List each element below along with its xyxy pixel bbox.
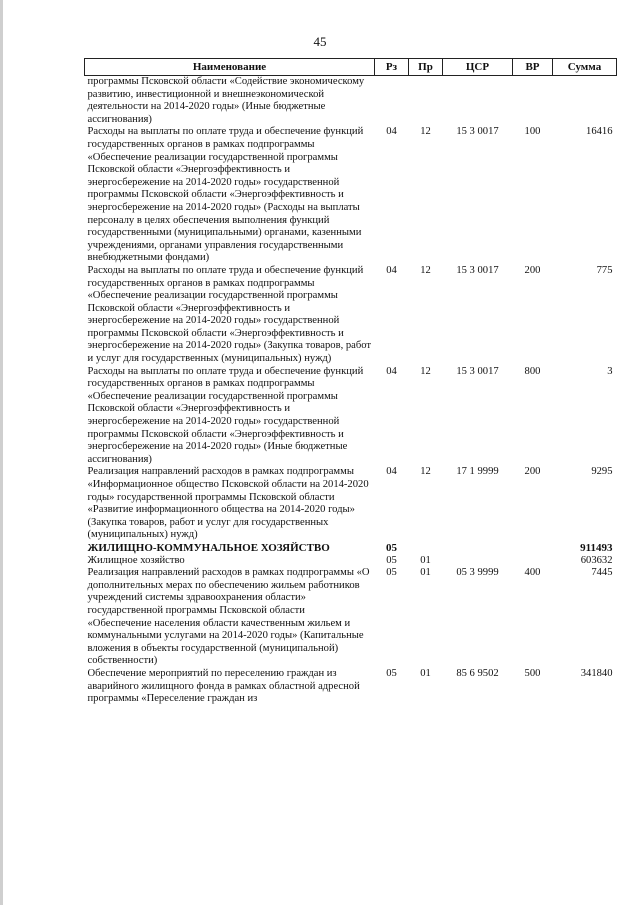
cell-rz: 05 <box>386 541 397 554</box>
cell-pr: 12 <box>420 264 431 276</box>
cell-pr: 12 <box>420 126 431 138</box>
header-sum: Сумма <box>553 59 617 76</box>
cell-name: Расходы на выплаты по оплате труда и обеспечение функций государственных органов в рамках подпрограммы «Обеспечение реализации государственной программы Псковской области «Энергоэффективность и энергосбережение на 2014-2020 годы» государственной программы Псковской области «Энергоэффективность и энергосбережение на 2014-2020 годы» (Иные бюджетные ассигнования) <box>87 365 364 465</box>
cell-name: Жилищное хозяйство <box>87 554 185 566</box>
cell-sum: 341840 <box>580 667 613 679</box>
cell-sum: 9295 <box>591 466 613 478</box>
table-row <box>85 366 617 467</box>
cell-sum: 16416 <box>586 126 613 138</box>
table-row <box>85 567 617 668</box>
cell-csr <box>443 76 513 127</box>
header-csr: ЦСР <box>443 59 513 76</box>
table-row <box>85 555 617 568</box>
cell-vr: 200 <box>524 466 541 478</box>
cell-vr <box>513 76 553 127</box>
cell-sum <box>553 76 617 127</box>
cell-sum: 3 <box>607 365 613 377</box>
cell-rz: 04 <box>386 466 397 478</box>
cell-rz: 04 <box>386 365 397 377</box>
cell-name: Расходы на выплаты по оплате труда и обеспечение функций государственных органов в рамках подпрограммы «Обеспечение реализации государственной программы Псковской области «Энергоэффективность и энергосбережение на 2014-2020 годы» государственной программы Псковской области «Энергоэффективность и энергосбережение на 2014-2020 годы» (Закупка товаров, работ и услуг для государственных (муниципальных) нужд) <box>87 264 372 365</box>
header-rz: Рз <box>375 59 409 76</box>
cell-vr <box>513 555 553 568</box>
budget-table <box>84 58 617 706</box>
cell-pr: 01 <box>420 667 431 679</box>
header-pr: Пр <box>409 59 443 76</box>
cell-csr: 05 3 9999 <box>456 567 499 579</box>
cell-pr: 01 <box>420 567 431 579</box>
cell-vr: 400 <box>524 567 541 579</box>
cell-rz: 05 <box>386 554 397 566</box>
cell-name: Реализация направлений расходов в рамках подпрограммы «Информационное общество Псковской области на 2014-2020 годы» государственной программы Псковской области «Развитие информационного общества на 2014-2020 годы» (Закупка товаров, работ и услуг для государственных (муниципальных) нужд) <box>87 466 369 541</box>
cell-sum: 7445 <box>591 567 613 579</box>
cell-rz: 05 <box>386 567 397 579</box>
cell-csr: 15 3 0017 <box>456 264 499 276</box>
table-header-row <box>85 59 617 76</box>
table-row <box>85 466 617 542</box>
cell-vr: 800 <box>524 365 541 377</box>
cell-rz: 04 <box>386 126 397 138</box>
cell-vr: 200 <box>524 264 541 276</box>
cell-vr: 100 <box>524 126 541 138</box>
cell-rz: 04 <box>386 264 397 276</box>
cell-sum: 911493 <box>580 541 613 554</box>
table-row <box>85 265 617 366</box>
cell-name: ЖИЛИЩНО-КОММУНАЛЬНОЕ ХОЗЯЙСТВО <box>87 541 330 554</box>
cell-sum: 775 <box>596 264 613 276</box>
cell-csr: 17 1 9999 <box>456 466 499 478</box>
page-number: 45 <box>313 34 327 49</box>
cell-csr: 85 6 9502 <box>456 667 499 679</box>
table-row <box>85 668 617 706</box>
cell-csr: 15 3 0017 <box>456 365 499 377</box>
cell-name: программы Псковской области «Содействие экономическому развитию, инвестиционной и внешнеэкономической деятельности на 2014-2020 годы» (Иные бюджетные ассигнования) <box>87 76 365 125</box>
header-name: Наименование <box>85 59 375 76</box>
table-row-section <box>85 542 617 555</box>
header-vr: ВР <box>513 59 553 76</box>
cell-name: Расходы на выплаты по оплате труда и обеспечение функций государственных органов в рамках подпрограммы «Обеспечение реализации государственной программы Псковской области «Энергоэффективность и энергосбережение на 2014-2020 годы» государственной программы Псковской области «Энергоэффективность и энергосбережение на 2014-2020 годы» (Расходы на выплаты персоналу в целях обеспечения выполнения функций государственными (муниципальными) органами, казенными учреждениями, органами управления государственными внебюджетными фондами) <box>87 126 364 264</box>
cell-vr <box>513 542 553 555</box>
scan-edge <box>0 0 3 905</box>
table-row <box>85 76 617 127</box>
cell-vr: 500 <box>524 667 541 679</box>
cell-rz: 05 <box>386 667 397 679</box>
cell-pr: 12 <box>420 466 431 478</box>
cell-pr: 01 <box>420 554 431 566</box>
cell-pr: 12 <box>420 365 431 377</box>
cell-csr <box>443 542 513 555</box>
table-row <box>85 126 617 265</box>
cell-name: Обеспечение мероприятий по переселению граждан из аварийного жилищного фонда в рамках областной адресной программы «Переселение граждан из <box>87 667 360 705</box>
cell-sum: 603632 <box>580 554 613 566</box>
cell-pr <box>409 542 443 555</box>
cell-rz <box>375 76 409 127</box>
cell-name: Реализация направлений расходов в рамках подпрограммы «О дополнительных мерах по обеспечению жильем работников учреждений системы здравоохранения области» государственной программы Псковской области «Обеспечение населения области качественным жильем и коммунальными услугами на 2014-2020 годы» (Капитальные вложения в объекты государственной (муниципальной) собственности) <box>87 567 370 667</box>
cell-csr: 15 3 0017 <box>456 126 499 138</box>
cell-csr <box>443 555 513 568</box>
cell-pr <box>409 76 443 127</box>
